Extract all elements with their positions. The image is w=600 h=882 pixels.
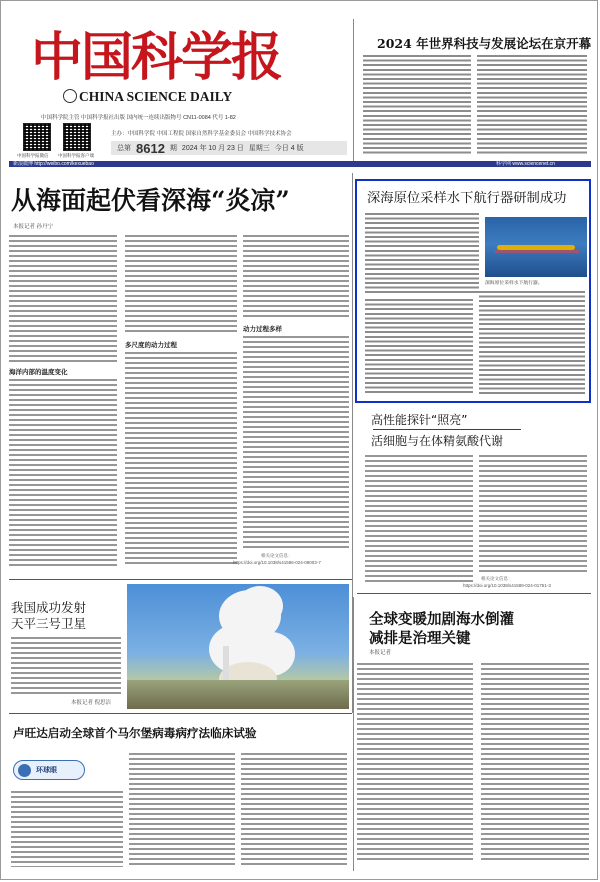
lead-byline: 本报记者 孙丹宁	[13, 224, 54, 230]
highlight-photo-caption: 深海原位采样水下航行器。	[485, 281, 543, 286]
right-column-rule	[357, 593, 591, 594]
top-right-headline: 2024 年世界科技与发展论坛在京开幕	[377, 36, 592, 51]
lead-body-col-3b	[243, 336, 349, 551]
probe-body-col-2	[479, 455, 587, 573]
satellite-headline-1: 我国成功发射	[11, 600, 87, 615]
qr-code-app[interactable]	[63, 123, 91, 151]
lead-body-col-2a	[125, 235, 237, 335]
issue-suffix: 期	[169, 145, 177, 152]
ground-terrain	[127, 680, 349, 709]
lead-body-col-3a	[243, 235, 349, 319]
satellite-top-rule	[9, 579, 352, 580]
smoke-cloud	[237, 586, 283, 626]
issue-bar	[111, 141, 347, 155]
rwanda-body-col-2	[129, 753, 235, 867]
probe-source-url[interactable]: https://doi.org/10.1038/s41589-024-01751-3	[463, 583, 551, 588]
issue-pages: 今日 4 版	[274, 145, 304, 152]
masthead-info-line-1: 中国科学院主管 中国科学报社出版 国内统一连续出版物号 CN11-0084 代号 1-82	[41, 115, 236, 121]
climate-headline-1: 全球变暖加剧海水倒灌	[369, 611, 514, 628]
lead-subhead-3: 动力过程多样	[243, 325, 282, 333]
global-tag-label: 环球眼	[36, 766, 57, 774]
issue-number: 8612	[136, 140, 165, 156]
rocket-launch-photo	[127, 584, 349, 709]
masthead-info-line-2: 主办：中国科学院 中国工程院 国家自然科学基金委员会 中国科学技术协会	[111, 131, 292, 137]
probe-headline-2: 活细胞与在体精氨酸代谢	[371, 434, 504, 448]
qr-label-wechat: 中国科学报微信	[17, 153, 49, 158]
lead-body-col-1b	[9, 379, 117, 567]
column-divider-bottom	[353, 597, 354, 871]
qr-code-wechat[interactable]	[23, 123, 51, 151]
masthead-english-title: CHINA SCIENCE DAILY	[79, 89, 233, 104]
satellite-byline: 本报记者 倪思洁	[71, 700, 112, 706]
rwanda-headline: 卢旺达启动全球首个马尔堡病毒病疗法临床试验	[13, 726, 257, 740]
highlight-body-col-2	[479, 291, 585, 395]
highlight-headline: 深海原位采样水下航行器研制成功	[367, 191, 567, 206]
climate-body-col-2	[481, 663, 589, 863]
globe-tag-icon	[18, 764, 31, 777]
highlight-photo	[485, 217, 587, 277]
lead-headline: 从海面起伏看深海“炎凉”	[11, 186, 290, 215]
rwanda-body-col-1	[11, 791, 123, 867]
probe-body-col-1	[365, 455, 473, 585]
probe-source-label: 相关论文信息：	[481, 576, 513, 581]
lead-body-col-2b	[125, 352, 237, 567]
masthead-divider	[353, 19, 354, 161]
vehicle-shadow	[495, 250, 579, 253]
website-right[interactable]: 科学网 www.sciencenet.cn	[496, 161, 555, 167]
highlight-body-top	[365, 213, 479, 295]
issue-prefix: 总第	[117, 145, 131, 152]
top-right-body-col-1	[363, 55, 471, 155]
masthead-title: 中国科学报	[31, 27, 282, 88]
rwanda-body-col-3	[241, 753, 347, 867]
lead-source-url[interactable]: https://doi.org/10.1038/s41586-024-08003-7	[233, 560, 321, 565]
website-left[interactable]: 新浪微博 http://weibo.com/kexuebao	[13, 161, 94, 167]
satellite-body	[11, 637, 121, 695]
issue-date: 2024 年 10 月 23 日	[181, 145, 244, 152]
climate-byline: 本报记者	[369, 650, 392, 656]
probe-headline-1: 高性能探针“照亮”	[371, 413, 468, 427]
issue-weekday: 星期三	[248, 145, 270, 152]
globe-icon	[63, 89, 77, 103]
rwanda-top-rule	[9, 713, 352, 714]
probe-headline-underline	[373, 429, 521, 430]
satellite-headline-2: 天平三号卫星	[11, 616, 87, 631]
lead-subhead-1: 海洋内部的温度变化	[9, 368, 68, 376]
climate-body-col-1	[357, 663, 473, 863]
top-right-body-col-2	[477, 55, 587, 155]
highlight-body-col-1	[365, 299, 473, 395]
qr-label-app: 中国科学报客户端	[58, 153, 94, 158]
lead-source-label: 相关论文信息：	[261, 553, 293, 558]
lead-subhead-2: 多尺度的动力过程	[125, 341, 177, 349]
climate-headline-2: 减排是治理关键	[369, 630, 471, 647]
lead-body-col-1a	[9, 235, 117, 363]
